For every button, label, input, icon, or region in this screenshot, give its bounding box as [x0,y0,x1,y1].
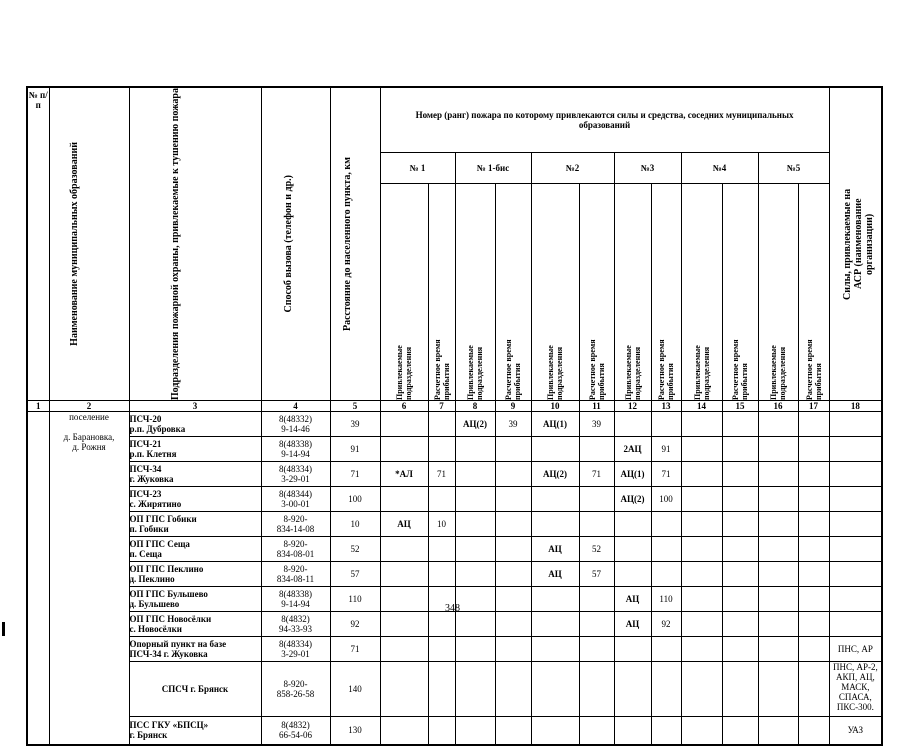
phone-cell [261,717,330,745]
rank-time-cell [722,487,758,512]
forces-cell: УАЗ [829,717,882,745]
sub-time-header: Расчетное время прибытия [651,183,681,401]
unit-location: р.п. Клетня [129,449,177,460]
rank-time-cell [651,637,681,662]
rank-units-cell [758,662,798,717]
rank-units-cell [531,662,579,717]
rank-time-cell [579,612,614,637]
rank-units-cell [531,437,579,462]
rank-units-cell [455,612,495,637]
rank-time-cell: 71 [428,462,455,487]
unit-location: д. Пеклино [129,574,175,585]
phone-line: 9-14-94 [281,599,310,610]
col-number: 6 [380,401,428,412]
rank-units-cell [380,612,428,637]
rank-time-cell [798,662,829,717]
fire-forces-table [26,86,883,746]
sub-time-header: Расчетное время прибытия [579,183,614,401]
rank-units-cell: АЦ [614,587,651,612]
rank-units-cell [681,412,722,437]
phone-line: 3-29-01 [281,474,310,485]
unit-location: г. Брянск [129,730,168,741]
col-number: 17 [798,401,829,412]
col-number: 10 [531,401,579,412]
rank-units-cell [455,437,495,462]
unit-name: ОП ГПС Бульшево [129,589,208,600]
rank-units-cell [681,662,722,717]
rank-units-cell [681,487,722,512]
sub-units-header: Привлекаемые подразделения [531,183,579,401]
rank-units-cell [758,637,798,662]
phone-line: 8-920- [283,539,308,550]
rank-units-cell [380,437,428,462]
table-row [27,662,882,717]
rank-time-cell [722,537,758,562]
phone-line: 9-14-94 [281,449,310,460]
rank-units-cell [681,462,722,487]
header-rank-1: № 1 [380,153,455,183]
unit-location: с. Жирятино [129,499,182,510]
rank-time-cell [579,662,614,717]
rank-time-cell: 100 [651,487,681,512]
rank-time-cell: 39 [495,412,531,437]
forces-cell: ПНС, АР [829,637,882,662]
col-number: 8 [455,401,495,412]
distance-cell: 57 [330,562,380,587]
phone-line: 94-33-93 [279,624,312,635]
forces-cell: ПНС, АР-2, АКП, АЦ, МАСК, СПАСА, ПКС-300. [829,662,882,717]
rank-time-cell [722,437,758,462]
phone-line: 8-920- [283,514,308,525]
rank-units-cell [455,717,495,745]
rank-units-cell [614,412,651,437]
rank-time-cell [722,512,758,537]
rank-time-cell: 91 [651,437,681,462]
phone-line: 834-14-08 [276,524,315,535]
unit-cell [129,437,261,462]
municipality-line: д. Барановка, [63,432,115,443]
distance-cell: 10 [330,512,380,537]
rank-time-cell: 10 [428,512,455,537]
phone-line: 8-920- [283,564,308,575]
rank-units-cell [380,637,428,662]
rank-time-cell [798,562,829,587]
forces-cell [829,487,882,512]
header-units: Подразделения пожарной охраны, привлекаемые к тушению пожара [129,87,261,401]
rank-units-cell [758,487,798,512]
col-number: 14 [681,401,722,412]
rank-time-cell [798,637,829,662]
rank-units-cell [455,637,495,662]
rank-units-cell [758,412,798,437]
rank-units-cell: АЦ [380,512,428,537]
unit-name: ПСЧ-34 [129,464,162,475]
unit-cell [129,462,261,487]
distance-cell: 52 [330,537,380,562]
rank-units-cell [758,562,798,587]
rank-units-cell [380,412,428,437]
forces-cell [829,512,882,537]
phone-cell [261,662,330,717]
rank-time-cell [798,437,829,462]
col-number: 2 [49,401,129,412]
rank-units-cell [614,637,651,662]
rank-units-cell [455,512,495,537]
sub-units-header: Привлекаемые подразделения [614,183,651,401]
rank-time-cell [651,717,681,745]
rank-units-cell [531,512,579,537]
forces-cell [829,562,882,587]
unit-cell [129,612,261,637]
distance-cell: 100 [330,487,380,512]
rank-time-cell [428,637,455,662]
unit-name: ПСЧ-20 [129,414,162,425]
rank-time-cell [495,717,531,745]
unit-name: ОП ГПС Новосёлки [129,614,212,625]
rank-units-cell [614,537,651,562]
phone-cell [261,412,330,437]
sub-time-header: Расчетное время прибытия [798,183,829,401]
header-rank-4: №4 [681,153,758,183]
rank-time-cell [651,537,681,562]
unit-cell [129,512,261,537]
rank-units-cell [455,462,495,487]
rank-units-cell [758,612,798,637]
rank-time-cell: 92 [651,612,681,637]
col-number: 5 [330,401,380,412]
phone-line: 8-920- [283,679,308,690]
table-row [27,412,882,437]
rank-units-cell [681,637,722,662]
table-row [27,537,882,562]
header-forces: Силы, привлекаемые на АСР (наименование организации) [829,87,882,401]
phone-line: 3-00-01 [281,499,310,510]
unit-cell [129,537,261,562]
rank-units-cell [681,437,722,462]
phone-line: 8(4832) [281,614,310,625]
rank-units-cell [380,537,428,562]
rank-units-cell: АЦ(1) [531,412,579,437]
rank-time-cell [798,512,829,537]
col-number: 12 [614,401,651,412]
unit-cell [129,562,261,587]
distance-cell: 92 [330,612,380,637]
rank-units-cell [614,562,651,587]
rank-units-cell [614,662,651,717]
scan-edge-mark [2,622,5,636]
rank-units-cell: АЦ(2) [531,462,579,487]
rank-time-cell [495,662,531,717]
unit-name: ПСС ГКУ «БПСЦ» [129,720,209,731]
header-muni: Наименование муниципальных образований [49,87,129,401]
distance-cell: 71 [330,462,380,487]
unit-cell [129,717,261,745]
unit-name: Опорный пункт на базе [129,639,227,650]
table-row [27,437,882,462]
rank-time-cell [798,487,829,512]
rank-units-cell: АЦ(2) [455,412,495,437]
phone-line: 8(48334) [279,464,312,475]
rank-units-cell [681,512,722,537]
rank-time-cell: 39 [579,412,614,437]
col-number: 3 [129,401,261,412]
rank-units-cell [681,537,722,562]
header-rank-1bis: № 1-бис [455,153,531,183]
col-number: 1 [27,401,49,412]
rank-units-cell [614,512,651,537]
header-distance: Расстояние до населенного пункта, км [330,87,380,401]
rank-time-cell [495,487,531,512]
forces-cell [829,462,882,487]
forces-cell [829,537,882,562]
rank-units-cell [681,717,722,745]
column-number-row [27,401,882,412]
sub-time-header: Расчетное время прибытия [722,183,758,401]
rank-units-cell [531,487,579,512]
distance-cell: 130 [330,717,380,745]
unit-name: ПСЧ-23 [129,489,162,500]
rank-units-cell [758,437,798,462]
rank-units-cell [758,717,798,745]
phone-cell [261,562,330,587]
header-rank-3: №3 [614,153,681,183]
rank-time-cell [428,717,455,745]
rank-units-cell [380,487,428,512]
rank-time-cell [798,462,829,487]
phone-line: 858-26-58 [276,689,315,700]
phone-line: 66-54-06 [279,730,312,741]
col-number: 15 [722,401,758,412]
forces-cell [829,412,882,437]
unit-name: ПСЧ-21 [129,439,162,450]
rank-time-cell [495,562,531,587]
rank-units-cell: АЦ [531,562,579,587]
rank-units-cell: *АЛ [380,462,428,487]
unit-name: ОП ГПС Гобики [129,514,197,525]
phone-cell [261,512,330,537]
phone-line: 8(48332) [279,414,312,425]
forces-cell [829,437,882,462]
phone-line: 8(48344) [279,489,312,500]
distance-cell: 140 [330,662,380,717]
sub-units-header: Привлекаемые подразделения [758,183,798,401]
phone-line: 834-08-11 [276,574,315,585]
unit-location: д. Бульшево [129,599,180,610]
rank-units-cell [455,662,495,717]
rank-time-cell [495,537,531,562]
col-number: 11 [579,401,614,412]
rank-units-cell [380,717,428,745]
rank-time-cell [722,412,758,437]
rank-units-cell: АЦ(1) [614,462,651,487]
rank-units-cell: АЦ [531,537,579,562]
rank-time-cell [495,437,531,462]
unit-location: г. Жуковка [129,474,174,485]
rank-units-cell: АЦ [614,612,651,637]
rank-time-cell: 110 [651,587,681,612]
table-row [27,562,882,587]
table-body [27,412,882,745]
distance-cell: 91 [330,437,380,462]
municipality-cell [49,412,129,745]
rank-units-cell [455,487,495,512]
sub-units-header: Привлекаемые подразделения [380,183,428,401]
rank-time-cell [798,537,829,562]
table-row [27,612,882,637]
header-num: № п/п [27,87,49,401]
rank-time-cell [722,717,758,745]
rank-time-cell: 52 [579,537,614,562]
municipality-line: д. Рожня [72,442,106,453]
forces-cell [829,612,882,637]
unit-cell [129,637,261,662]
phone-cell [261,487,330,512]
rank-time-cell [428,412,455,437]
rank-units-cell [758,512,798,537]
rank-units-cell [531,637,579,662]
unit-location: с. Новосёлки [129,624,182,635]
rank-time-cell [722,612,758,637]
rank-time-cell [428,612,455,637]
rank-time-cell [722,562,758,587]
header-rank-5: №5 [758,153,829,183]
rank-time-cell [651,412,681,437]
rank-time-cell [579,717,614,745]
unit-cell [129,487,261,512]
rank-units-cell [455,537,495,562]
rank-time-cell [428,662,455,717]
col-number: 4 [261,401,330,412]
table-row [27,637,882,662]
unit-location: п. Гобики [129,524,169,535]
municipality-line: поселение [69,412,109,423]
rank-units-cell [758,537,798,562]
rank-time-cell [579,437,614,462]
phone-line: 8(48338) [279,439,312,450]
rank-time-cell [798,717,829,745]
row-number-cell [27,412,49,745]
header-call: Способ вызова (телефон и др.) [261,87,330,401]
col-number: 7 [428,401,455,412]
rank-units-cell [380,562,428,587]
sub-time-header: Расчетное время прибытия [428,183,455,401]
phone-line: 8(48334) [279,639,312,650]
unit-cell [129,412,261,437]
phone-line: 3-29-01 [281,649,310,660]
unit-cell [129,662,261,717]
rank-time-cell [798,412,829,437]
rank-time-cell: 57 [579,562,614,587]
unit-name: СПСЧ г. Брянск [161,684,229,695]
rank-time-cell [722,637,758,662]
phone-cell [261,437,330,462]
table-row [27,487,882,512]
rank-time-cell [428,437,455,462]
rank-time-cell [495,512,531,537]
rank-time-cell [428,537,455,562]
phone-cell [261,537,330,562]
unit-name: ОП ГПС Пеклино [129,564,204,575]
col-number: 16 [758,401,798,412]
rank-time-cell [651,512,681,537]
unit-name: ОП ГПС Сеща [129,539,190,550]
rank-time-cell: 71 [651,462,681,487]
phone-cell [261,612,330,637]
rank-time-cell [579,637,614,662]
rank-time-cell [579,512,614,537]
rank-time-cell [495,462,531,487]
phone-cell [261,637,330,662]
rank-units-cell: 2АЦ [614,437,651,462]
rank-time-cell [428,487,455,512]
table-row [27,512,882,537]
sub-units-header: Привлекаемые подразделения [681,183,722,401]
rank-time-cell [722,662,758,717]
phone-line: 8(48338) [279,589,312,600]
distance-cell: 110 [330,587,380,612]
unit-location: п. Сеща [129,549,162,560]
rank-time-cell [651,662,681,717]
phone-line: 9-14-46 [281,424,310,435]
page-number: 348 [445,603,460,614]
rank-units-cell [758,462,798,487]
rank-units-cell [380,662,428,717]
phone-line: 8(4832) [281,720,310,731]
rank-time-cell [495,612,531,637]
rank-units-cell: АЦ(2) [614,487,651,512]
rank-time-cell [428,562,455,587]
col-number: 13 [651,401,681,412]
phone-line: 834-08-01 [276,549,315,560]
rank-units-cell [681,562,722,587]
sub-units-header: Привлекаемые подразделения [455,183,495,401]
rank-units-cell [531,717,579,745]
rank-units-cell [614,717,651,745]
rank-time-cell [651,562,681,587]
table-row [27,717,882,745]
header-rank-2: №2 [531,153,614,183]
sub-time-header: Расчетное время прибытия [495,183,531,401]
rank-units-cell [531,612,579,637]
rank-units-cell [455,562,495,587]
rank-time-cell [495,637,531,662]
unit-location: ПСЧ-34 г. Жуковка [129,649,208,660]
rank-units-cell [681,612,722,637]
rank-time-cell: 71 [579,462,614,487]
rank-time-cell [579,487,614,512]
col-number: 18 [829,401,882,412]
rank-time-cell [798,612,829,637]
phone-cell [261,462,330,487]
col-number: 9 [495,401,531,412]
unit-location: р.п. Дубровка [129,424,186,435]
distance-cell: 71 [330,637,380,662]
table-row [27,462,882,487]
rank-time-cell [722,462,758,487]
distance-cell: 39 [330,412,380,437]
header-rank-group: Номер (ранг) пожара по которому привлекаются силы и средства, соседних муниципальных образований [380,87,829,153]
